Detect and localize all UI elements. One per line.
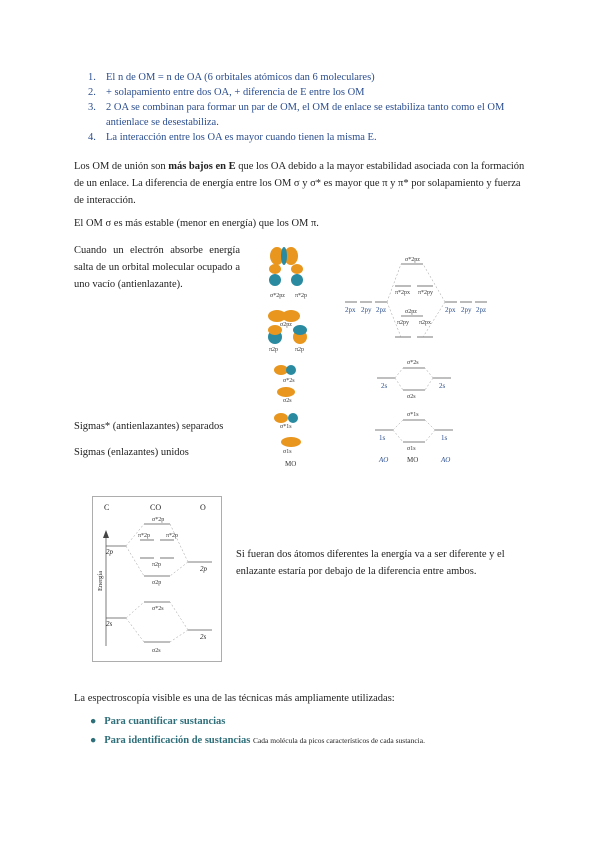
shape-label: σ1s bbox=[283, 449, 292, 455]
mo-level-label: σ*1s bbox=[407, 412, 419, 418]
ao-label: 2px bbox=[445, 306, 456, 314]
co-level-label: σ2s bbox=[152, 648, 161, 654]
bullet-dot-icon: ● bbox=[90, 716, 97, 727]
co-ao-label: 2p bbox=[106, 548, 113, 556]
label-sigmas-anti: Sigmas* (antienlazantes) separados bbox=[74, 421, 224, 432]
paragraph-electron: Cuando un electrón absorbe energía salta de un orbital molecular ocupado a uno vacío (antienlazante). bbox=[74, 245, 240, 290]
mo-caption: MO bbox=[285, 460, 297, 468]
mo-level-label: σ2s bbox=[407, 394, 416, 400]
co-mo-diagram bbox=[92, 496, 222, 662]
bullet-item bbox=[90, 716, 225, 727]
ao-label: 2px bbox=[345, 306, 356, 314]
co-level-label: π2p bbox=[152, 562, 162, 568]
mo-level-label: σ*2s bbox=[407, 360, 419, 366]
mo-level-label: π2py bbox=[397, 320, 410, 326]
shape-label: π*2p bbox=[295, 293, 308, 299]
paragraph-sigma-stable: El OM σ es más estable (menor en energía) que los OM π. bbox=[74, 218, 319, 229]
shape-label: σ*2pz bbox=[270, 293, 285, 299]
ao-label: 2pz bbox=[476, 306, 487, 314]
paragraph-spectroscopy: La espectroscopía visible es una de las técnicas más ampliamente utilizadas: bbox=[74, 693, 395, 704]
list-item: 3. 2 OA se combinan para formar un par de OM, el OM de enlace se estabiliza tanto como el OM antienlace se desestabiliza. bbox=[88, 102, 505, 128]
ao-label: 2s bbox=[439, 382, 446, 390]
mo-level-label: π*2px bbox=[395, 290, 411, 296]
co-level-label: σ2p bbox=[152, 580, 162, 586]
co-level-label: π*2p bbox=[166, 533, 179, 539]
mo-level-label: π*2py bbox=[418, 290, 434, 296]
mo-level-label: σ1s bbox=[407, 446, 416, 452]
co-level-label: σ*2s bbox=[152, 606, 164, 612]
co-ao-label: 2s bbox=[200, 633, 207, 641]
shape-label: σ*2s bbox=[283, 378, 295, 384]
header-o: O bbox=[200, 503, 206, 512]
axis-mo: MO bbox=[407, 456, 419, 464]
shape-label: σ2pz bbox=[280, 322, 292, 328]
axis-ao-left: AO bbox=[379, 456, 389, 464]
list-item: 1. El n de OM = n de OA (6 orbitales atómicos dan 6 moleculares) bbox=[88, 72, 375, 83]
shape-label: σ2s bbox=[283, 398, 292, 404]
mo-level-label: σ2pz bbox=[405, 309, 417, 315]
mo-level-label: σ*2pz bbox=[405, 257, 420, 263]
header-c: C bbox=[104, 503, 110, 512]
mo-diagram-figure bbox=[255, 242, 515, 472]
list-item: 2. + solapamiento entre dos OA, + diferencia de E entre los OM bbox=[88, 87, 365, 98]
ao-label: 2pz bbox=[376, 306, 387, 314]
numbered-list bbox=[82, 70, 542, 145]
paragraph-om-union: Los OM de unión son más bajos en E que los OA debido a la mayor estabilidad asociada con la formación de un enlace. La diferencia de energía entre los OM σ y σ* es mayor que π y π* por solapamiento y fuerza de interacción. bbox=[74, 161, 525, 206]
mo-level-label: π2px bbox=[419, 320, 432, 326]
ao-label: 2py bbox=[361, 306, 372, 314]
ao-label: 1s bbox=[441, 434, 448, 442]
paragraph-different-atoms: Si fueran dos átomos diferentes la energía va a ser diferente y el enlazante estaría por debajo de la diferencia entre ambos. bbox=[236, 549, 505, 577]
bullet-item bbox=[90, 735, 425, 746]
co-ao-label: 2p bbox=[200, 565, 207, 573]
ao-label: 2py bbox=[461, 306, 472, 314]
axis-energia: Energía bbox=[97, 570, 104, 591]
co-level-label: σ*2p bbox=[152, 517, 165, 523]
bullet-note: Cada molécula da picos característicos de cada sustancia. bbox=[252, 736, 425, 745]
ao-label: 1s bbox=[379, 434, 386, 442]
list-item: 4. La interacción entre los OA es mayor cuando tienen la misma E. bbox=[88, 132, 377, 143]
shape-label: π2p bbox=[269, 347, 279, 353]
bullet-label: Para identificación de sustancias bbox=[104, 735, 251, 746]
bullet-dot-icon: ● bbox=[90, 735, 97, 746]
header-co: CO bbox=[150, 503, 162, 512]
label-sigmas-enl: Sigmas (enlazantes) unidos bbox=[74, 447, 189, 458]
co-ao-label: 2s bbox=[106, 620, 113, 628]
axis-ao-right: AO bbox=[441, 456, 451, 464]
shape-label: σ*1s bbox=[280, 424, 292, 430]
ao-label: 2s bbox=[381, 382, 388, 390]
co-level-label: π*2p bbox=[138, 533, 151, 539]
shape-label: π2p bbox=[295, 347, 305, 353]
bullet-label: Para cuantificar sustancias bbox=[104, 716, 226, 727]
